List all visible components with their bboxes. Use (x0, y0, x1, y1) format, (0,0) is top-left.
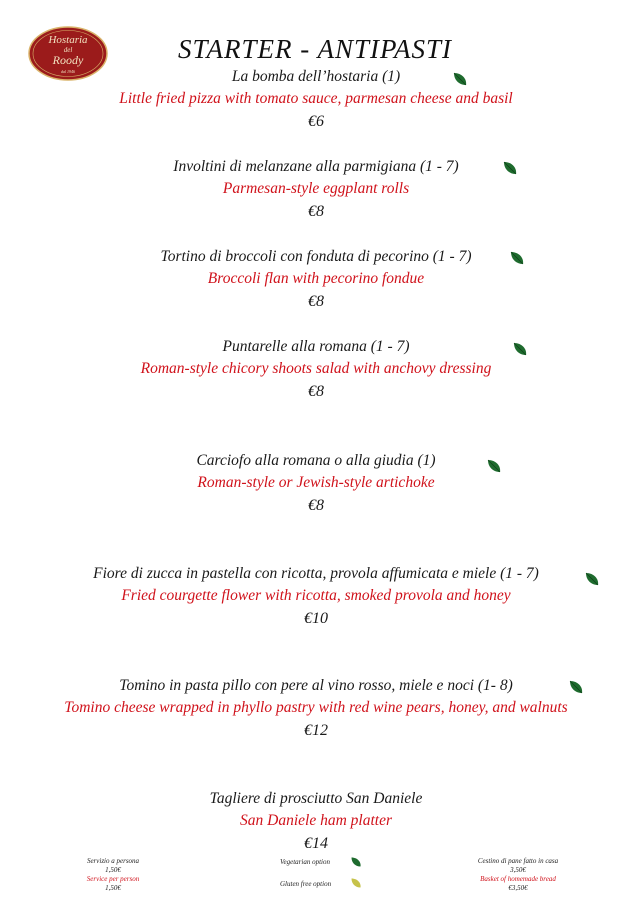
logo-text-est: dal 1946 (60, 69, 76, 74)
dish-name-english: Fried courgette flower with ricotta, smoked provola and honey (121, 587, 511, 604)
menu-item (60, 675, 572, 743)
dish-name-italian: La bomba dell’hostaria (1) (231, 68, 401, 85)
logo-text-line3: Roody (52, 53, 84, 67)
dish-price: €8 (308, 203, 324, 220)
service-charge-note (78, 857, 148, 893)
bread-price-italian: 3,50€ (510, 866, 526, 874)
dish-name-italian: Fiore di zucca in pastella con ricotta, provola affumicata e miele (1 - 7) (93, 565, 539, 582)
logo-text-line1: Hostaria (48, 34, 88, 46)
dish-price: €8 (308, 293, 324, 310)
service-label-italian: Servizio a persona (86, 857, 140, 865)
dish-name-italian: Puntarelle alla romana (1 - 7) (222, 338, 410, 355)
dish-name-english: Broccoli flan with pecorino fondue (207, 270, 425, 287)
menu-section-title: STARTER - ANTIPASTI (177, 34, 453, 64)
dish-name-english: Little fried pizza with tomato sauce, parmesan cheese and basil (119, 90, 513, 107)
bread-label-italian: Cestino di pane fatto in casa (477, 857, 559, 865)
gluten-free-leaf-icon (350, 877, 362, 889)
dish-name-italian: Tagliere di prosciutto San Daniele (209, 790, 423, 807)
dish-price: €8 (308, 383, 324, 400)
bread-basket-note (470, 857, 566, 893)
dish-name-italian: Involtini di melanzane alla parmigiana (1 - 7) (173, 158, 459, 175)
vegetarian-leaf-icon (502, 160, 518, 176)
bread-label-english: Basket of homemade bread (480, 875, 556, 883)
vegetarian-leaf-icon (568, 679, 584, 695)
menu-item (0, 66, 632, 134)
vegetarian-leaf-icon (452, 71, 468, 87)
dish-name-italian: Tomino in pasta pillo con pere al vino rosso, miele e noci (1- 8) (119, 677, 513, 694)
logo-text-line2: del (63, 46, 73, 54)
vegetarian-leaf-icon (486, 458, 502, 474)
service-price-english: 1,50€ (105, 884, 121, 892)
dish-name-english: Tomino cheese wrapped in phyllo pastry with red wine pears, honey, and walnuts (64, 699, 568, 716)
vegetarian-leaf-icon (512, 341, 528, 357)
menu-item (0, 450, 632, 518)
dish-name-english: Roman-style chicory shoots salad with anchovy dressing (140, 360, 492, 377)
legend-gluten-free-label: Gluten free option (280, 880, 332, 888)
service-label-english: Service per person (86, 875, 140, 883)
menu-item (0, 336, 632, 404)
vegetarian-leaf-icon (509, 250, 525, 266)
dish-price: €12 (304, 722, 328, 739)
service-price-italian: 1,50€ (105, 866, 121, 874)
dish-price: €10 (304, 610, 328, 627)
dish-name-italian: Tortino di broccoli con fonduta di pecorino (1 - 7) (160, 248, 472, 265)
dish-price: €14 (304, 835, 328, 852)
menu-item (0, 156, 632, 224)
menu-item (0, 563, 632, 631)
dish-name-english: Roman-style or Jewish-style artichoke (197, 474, 435, 491)
dish-name-english: Parmesan-style eggplant rolls (222, 180, 410, 197)
dish-name-english: San Daniele ham platter (240, 812, 392, 829)
dish-price: €6 (308, 113, 324, 130)
menu-item (0, 246, 632, 314)
vegetarian-leaf-icon (350, 856, 362, 868)
dish-name-italian: Carciofo alla romana o alla giudia (1) (196, 452, 436, 469)
menu-item (0, 788, 632, 856)
vegetarian-leaf-icon (584, 571, 600, 587)
dish-price: €8 (308, 497, 324, 514)
legend-vegetarian-label: Vegetarian option (280, 858, 330, 866)
bread-price-english: €3,50€ (508, 884, 528, 892)
